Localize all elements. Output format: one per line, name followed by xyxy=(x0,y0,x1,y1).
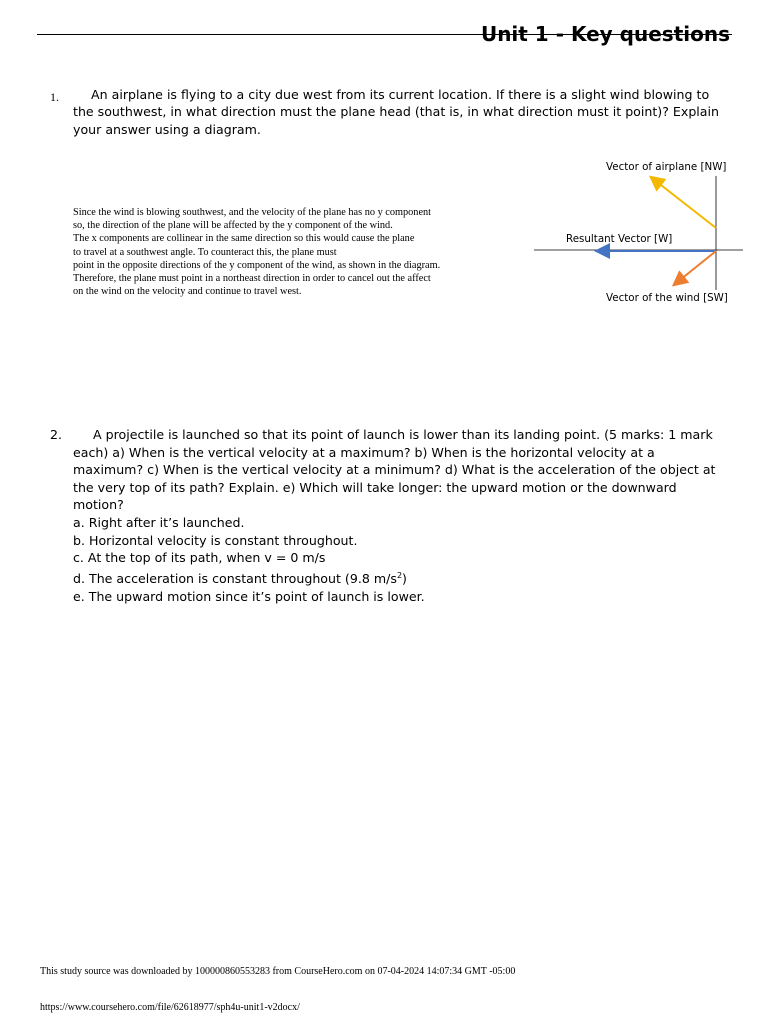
wind-vector-label: Vector of the wind [SW] xyxy=(606,292,728,304)
download-notice: This study source was downloaded by 100000860553283 from CourseHero.com on 07-04-2024 14:07:34 GMT -05:00 xyxy=(40,966,516,977)
vector-diagram xyxy=(530,150,755,320)
question-1-number: 1. xyxy=(50,90,59,104)
answer-line: Therefore, the plane must point in a northeast direction in order to cancel out the affect xyxy=(73,273,431,285)
answer-line: Since the wind is blowing southwest, and the velocity of the plane has no y component xyxy=(73,207,432,218)
answer-line: so, the direction of the plane will be affected by the y component of the wind. xyxy=(73,220,393,232)
page-title: Unit 1 - Key questions xyxy=(480,22,730,46)
answer-b: b. Horizontal velocity is constant throughout. xyxy=(73,532,358,548)
question-2-text: A projectile is launched so that its point of launch is lower than its landing point. (5 marks: 1 mark each) a) When is the vertical velocity at a maximum? b) When is the horizontal velocity at a maximum? c) When is the vertical velocity at a minimum? d) What is the acceleration of the object at the very top of its path? Explain. e) Which will take longer: the upward motion or the downward motion? xyxy=(73,427,716,513)
answer-line: on the wind on the velocity and continue to travel west. xyxy=(73,286,302,298)
answer-line: to travel at a southwest angle. To counteract this, the plane must xyxy=(73,246,337,258)
answer-a: a. Right after it’s launched. xyxy=(73,515,245,530)
question-1-text: An airplane is flying to a city due west from its current location. If there is a slight wind blowing to the southwest, in what direction must the plane head (that is, in what direction must it point)? Explain your answer using a diagram. xyxy=(73,87,720,137)
answer-line: point in the opposite directions of the y component of the wind, as shown in the diagram. xyxy=(73,259,441,271)
answer-e: e. The upward motion since it’s point of launch is lower. xyxy=(73,588,425,604)
answer-line: The x components are collinear in the same direction so this would cause the plane xyxy=(73,233,415,245)
question-1-answer xyxy=(73,206,493,298)
answer-d: d. The acceleration is constant throughout (9.8 $m/s^2$) xyxy=(73,570,407,586)
answer-c: c. At the top of its path, when v = 0 m/s xyxy=(73,550,326,566)
question-2-answers xyxy=(73,514,723,605)
resultant-vector-label: Resultant Vector [W] xyxy=(566,233,673,245)
source-url: https://www.coursehero.com/file/62618977/sph4u-unit1-v2docx/ xyxy=(40,1002,300,1013)
wind-vector-arrow xyxy=(675,251,716,284)
question-2-number: 2. xyxy=(50,427,63,442)
vector-diagram-svg xyxy=(530,150,755,320)
airplane-vector-arrow xyxy=(652,178,716,228)
airplane-vector-label: Vector of airplane [NW] xyxy=(606,161,727,173)
